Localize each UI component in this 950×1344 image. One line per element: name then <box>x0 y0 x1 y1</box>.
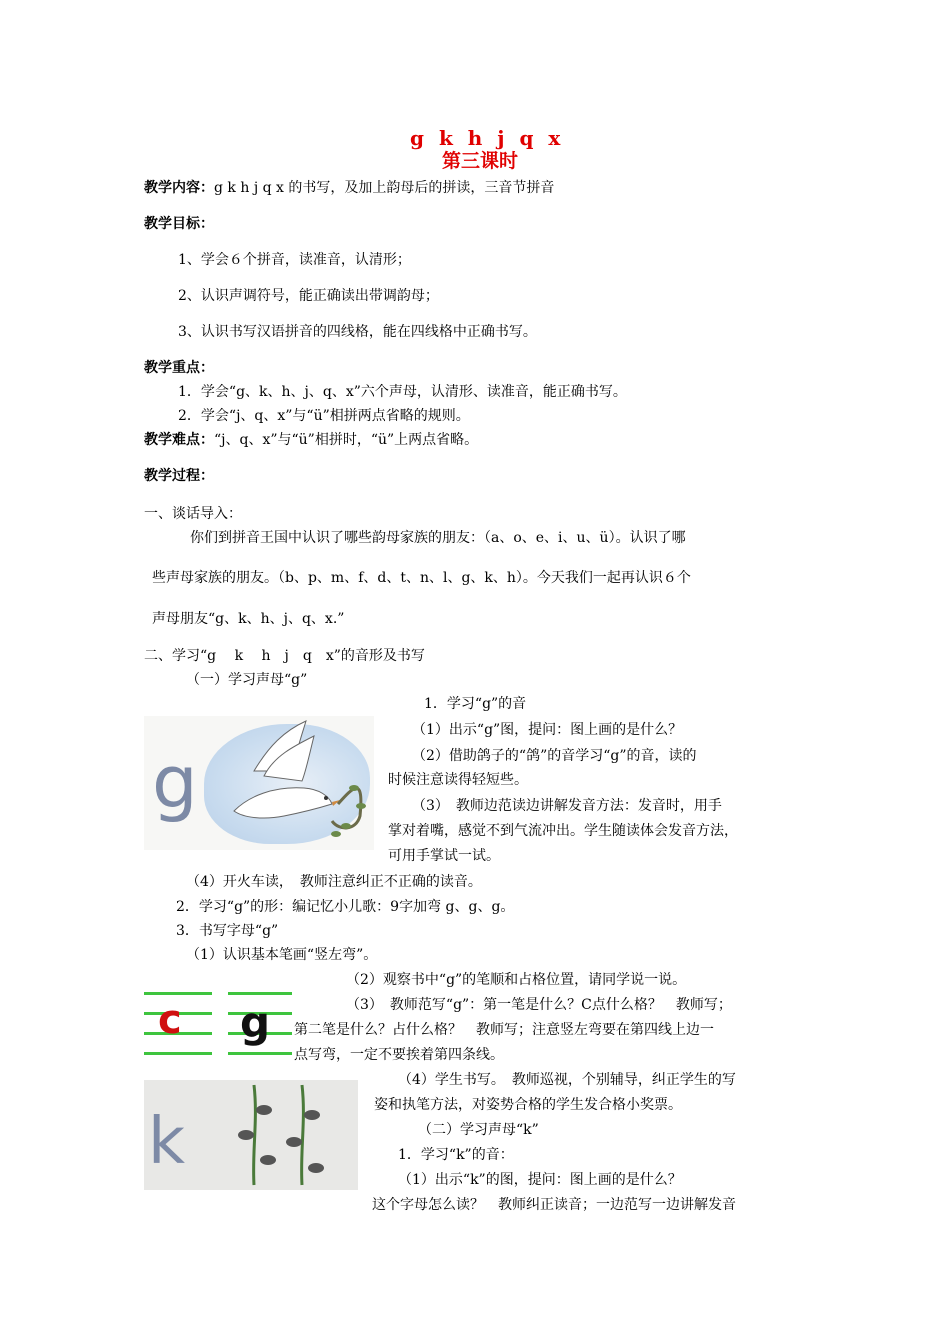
paragraph-line: 可用手掌试一试。 <box>388 848 500 864</box>
grid-g-image <box>228 986 292 1058</box>
goal-item: 2、认识声调符号，能正确读出带调韵母； <box>178 288 439 304</box>
g-letter: g <box>152 740 198 824</box>
paragraph-line: （4）开火车读， 教师注意纠正不正确的读音。 <box>186 874 482 890</box>
key-label: 教学重点： <box>144 360 214 376</box>
paragraph-line: 这个字母怎么读？ 教师纠正读音；一边范写一边讲解发音 <box>372 1197 736 1213</box>
section-title: 一、谈话导入： <box>144 506 242 522</box>
k-image <box>144 1080 358 1190</box>
paragraph-line: 你们到拼音王国中认识了哪些韵母家族的朋友：（a、o、e、i、u、ü）。认识了哪 <box>190 530 686 546</box>
paragraph-line: 点写弯，一定不要挨着第四条线。 <box>294 1047 504 1063</box>
difficult-text: “j、q、x”与“ü”相拼时，“ü”上两点省略。 <box>214 432 479 448</box>
content-text: g k h j q x 的书写，及加上韵母后的拼读，三音节拼音 <box>214 180 555 196</box>
page-title: g k h j q x <box>410 126 565 150</box>
content-row <box>144 178 554 198</box>
paragraph-line: 些声母家族的朋友。（b、p、m、f、d、t、n、l、g、k、h）。今天我们一起再认识６个 <box>152 570 691 586</box>
section-title: 二、学习“g k h j q x”的音形及书写 <box>144 648 425 664</box>
paragraph-line: （2）观察书中“g”的笔顺和占格位置，请同学说一说。 <box>346 972 687 988</box>
paragraph-line: （4）学生书写。 教师巡视，个别辅导，纠正学生的写 <box>398 1072 736 1088</box>
paragraph-line: 第二笔是什么？占什么格？ 教师写；注意竖左弯要在第四线上边一 <box>294 1022 714 1038</box>
k-letter: k <box>148 1105 186 1179</box>
goals-label: 教学目标： <box>144 216 214 232</box>
paragraph-line: 姿和执笔方法，对姿势合格的学生发合格小奖票。 <box>374 1097 682 1113</box>
dove-icon <box>214 716 374 850</box>
goal-item: 3、认识书写汉语拼音的四线格，能在四线格中正确书写。 <box>178 324 537 340</box>
goal-item: 1、学会６个拼音，读准音，认清形； <box>178 252 411 268</box>
paragraph-line: （3） 教师范写“g”：第一笔是什么？C点什么格？ 教师写； <box>346 997 732 1013</box>
paragraph-line: （2）借助鸽子的“鸽”的音学习“g”的音，读的 <box>412 748 697 764</box>
key-point: 1．学会“g、k、h、j、q、x”六个声母，认清形、读准音，能正确书写。 <box>178 384 627 400</box>
paragraph-line: （1）认识基本笔画“竖左弯”。 <box>186 947 378 963</box>
grid-g-letter: g <box>240 998 271 1047</box>
subsection-title: （二）学习声母“k” <box>418 1122 539 1138</box>
tadpole-plant-icon <box>224 1080 358 1190</box>
paragraph-line: 3．书写字母“g” <box>176 923 279 939</box>
paragraph-line: （1）出示“k”的图，提问：图上画的是什么？ <box>398 1172 682 1188</box>
paragraph-line: 2．学习“g”的形：编记忆小儿歌：9字加弯 g、g、g。 <box>176 899 515 915</box>
process-label: 教学过程： <box>144 468 214 484</box>
paragraph-line: 时候注意读得轻短些。 <box>388 772 528 788</box>
page-subtitle: 第三课时 <box>441 150 518 172</box>
paragraph-line: （3） 教师边范读边讲解发音方法：发音时，用手 <box>412 798 722 814</box>
paragraph-line: 1．学习“k”的音： <box>398 1147 514 1163</box>
paragraph-line: 声母朋友“g、k、h、j、q、x.” <box>152 611 345 627</box>
subsection-title: （一）学习声母“g” <box>186 672 308 688</box>
paragraph-line: 掌对着嘴，感觉不到气流冲出。学生随读体会发音方法， <box>388 823 738 839</box>
difficult-row <box>144 430 478 450</box>
grid-c-image <box>144 986 212 1058</box>
paragraph-line: 1．学习“g”的音 <box>424 696 527 712</box>
content-label: 教学内容： <box>144 180 214 196</box>
difficult-label: 教学难点： <box>144 432 214 448</box>
dove-image <box>144 716 374 850</box>
key-point: 2．学会“j、q、x”与“ü”相拼两点省略的规则。 <box>178 408 470 424</box>
grid-c-letter: c <box>158 997 182 1043</box>
paragraph-line: （1）出示“g”图，提问：图上画的是什么？ <box>412 722 683 738</box>
